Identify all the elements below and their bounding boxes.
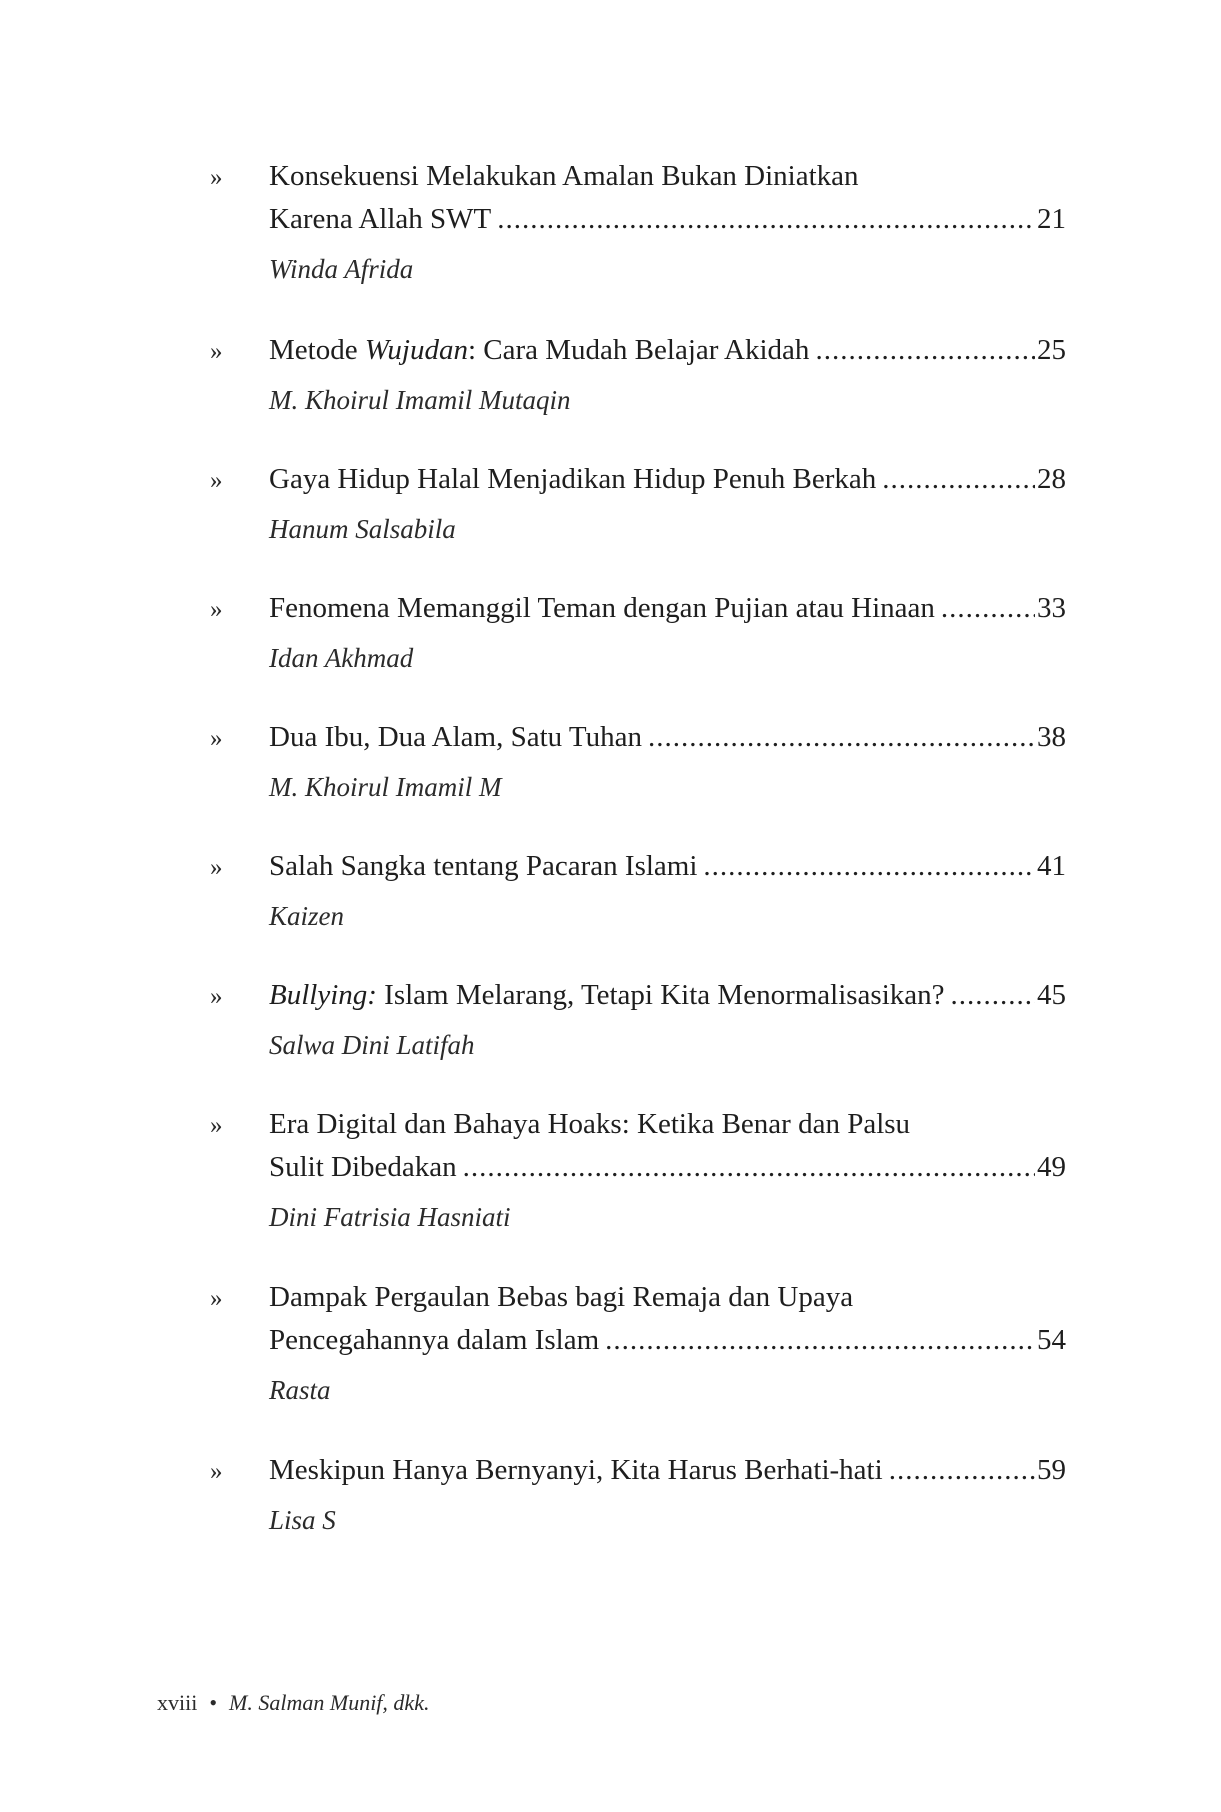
bullet-icon: » — [210, 854, 223, 881]
dot-leader — [889, 1448, 1035, 1492]
page-number: 25 — [1037, 334, 1066, 366]
dot-leader — [951, 973, 1035, 1017]
dot-leader — [815, 328, 1035, 372]
page-number: 45 — [1037, 979, 1066, 1011]
entry-title-line1: Dampak Pergaulan Bebas bagi Remaja dan Upaya — [269, 1281, 854, 1313]
dot-leader — [497, 197, 1035, 241]
entry-title-line — [269, 586, 1066, 630]
page-footer — [157, 1686, 429, 1720]
entry-title-line2 — [269, 197, 1066, 241]
dot-leader — [605, 1318, 1035, 1362]
dot-leader — [463, 1145, 1035, 1189]
entry-author: Salwa Dini Latifah — [269, 1030, 475, 1060]
footer-separator: • — [209, 1690, 218, 1715]
bullet-icon: » — [210, 467, 223, 494]
title-prefix: Metode — [269, 334, 365, 366]
dot-leader — [882, 457, 1035, 501]
page-number: 54 — [1037, 1324, 1066, 1356]
bullet-icon: » — [210, 1112, 223, 1139]
folio-number: xviii — [157, 1690, 198, 1715]
title-emphasis: Wujudan — [364, 334, 468, 366]
bullet-icon: » — [210, 338, 223, 365]
entry-title-line — [269, 1448, 1066, 1492]
entry-title-text: Fenomena Memanggil Teman dengan Pujian atau Hinaan — [269, 592, 935, 624]
page-number: 28 — [1037, 463, 1066, 495]
entry-title-line2 — [269, 1145, 1066, 1189]
entry-title-text: Dua Ibu, Dua Alam, Satu Tuhan — [269, 721, 642, 753]
entry-author: Hanum Salsabila — [269, 514, 456, 544]
entry-title-line — [269, 973, 1066, 1017]
page-number: 21 — [1037, 203, 1066, 235]
entry-title-line2 — [269, 1318, 1066, 1362]
entry-author: Kaizen — [269, 901, 345, 931]
title-emphasis: Bullying: — [269, 979, 377, 1011]
dot-leader — [703, 844, 1035, 888]
entry-title-text: Karena Allah SWT — [269, 203, 492, 235]
entry-title-line — [269, 844, 1066, 888]
entry-title-text: Gaya Hidup Halal Menjadikan Hidup Penuh Berkah — [269, 463, 877, 495]
entry-title-text — [269, 328, 809, 372]
entry-author: Lisa S — [269, 1505, 336, 1535]
entry-author: Winda Afrida — [269, 254, 414, 284]
entry-title-text: Meskipun Hanya Bernyanyi, Kita Harus Berhati-hati — [269, 1454, 883, 1486]
entry-author: M. Khoirul Imamil M — [269, 772, 502, 802]
dot-leader — [648, 715, 1035, 759]
bullet-icon: » — [210, 725, 223, 752]
running-author: M. Salman Munif, dkk. — [229, 1690, 430, 1715]
page-number: 41 — [1037, 850, 1066, 882]
bullet-icon: » — [210, 164, 223, 191]
page-number: 49 — [1037, 1151, 1066, 1183]
entry-title-text: Sulit Dibedakan — [269, 1151, 457, 1183]
entry-author: Rasta — [269, 1375, 331, 1405]
page-number: 33 — [1037, 592, 1066, 624]
entry-title-line — [269, 715, 1066, 759]
bullet-icon: » — [210, 983, 223, 1010]
entry-title-line1: Era Digital dan Bahaya Hoaks: Ketika Benar dan Palsu — [269, 1108, 911, 1140]
bullet-icon: » — [210, 1285, 223, 1312]
title-rest: Islam Melarang, Tetapi Kita Menormalisasikan? — [376, 979, 945, 1011]
page-number: 38 — [1037, 721, 1066, 753]
page-number: 59 — [1037, 1454, 1066, 1486]
entry-title-text — [269, 973, 945, 1017]
bullet-icon: » — [210, 1458, 223, 1485]
entry-title-line — [269, 328, 1066, 372]
entry-title-text: Pencegahannya dalam Islam — [269, 1324, 600, 1356]
dot-leader — [941, 586, 1035, 630]
entry-author: Dini Fatrisia Hasniati — [269, 1202, 511, 1232]
entry-title-line — [269, 457, 1066, 501]
entry-title-text: Salah Sangka tentang Pacaran Islami — [269, 850, 698, 882]
title-rest: : Cara Mudah Belajar Akidah — [467, 334, 810, 366]
entry-author: M. Khoirul Imamil Mutaqin — [269, 385, 571, 415]
entry-author: Idan Akhmad — [269, 643, 414, 673]
entry-title-line1: Konsekuensi Melakukan Amalan Bukan Diniatkan — [269, 160, 859, 192]
bullet-icon: » — [210, 596, 223, 623]
